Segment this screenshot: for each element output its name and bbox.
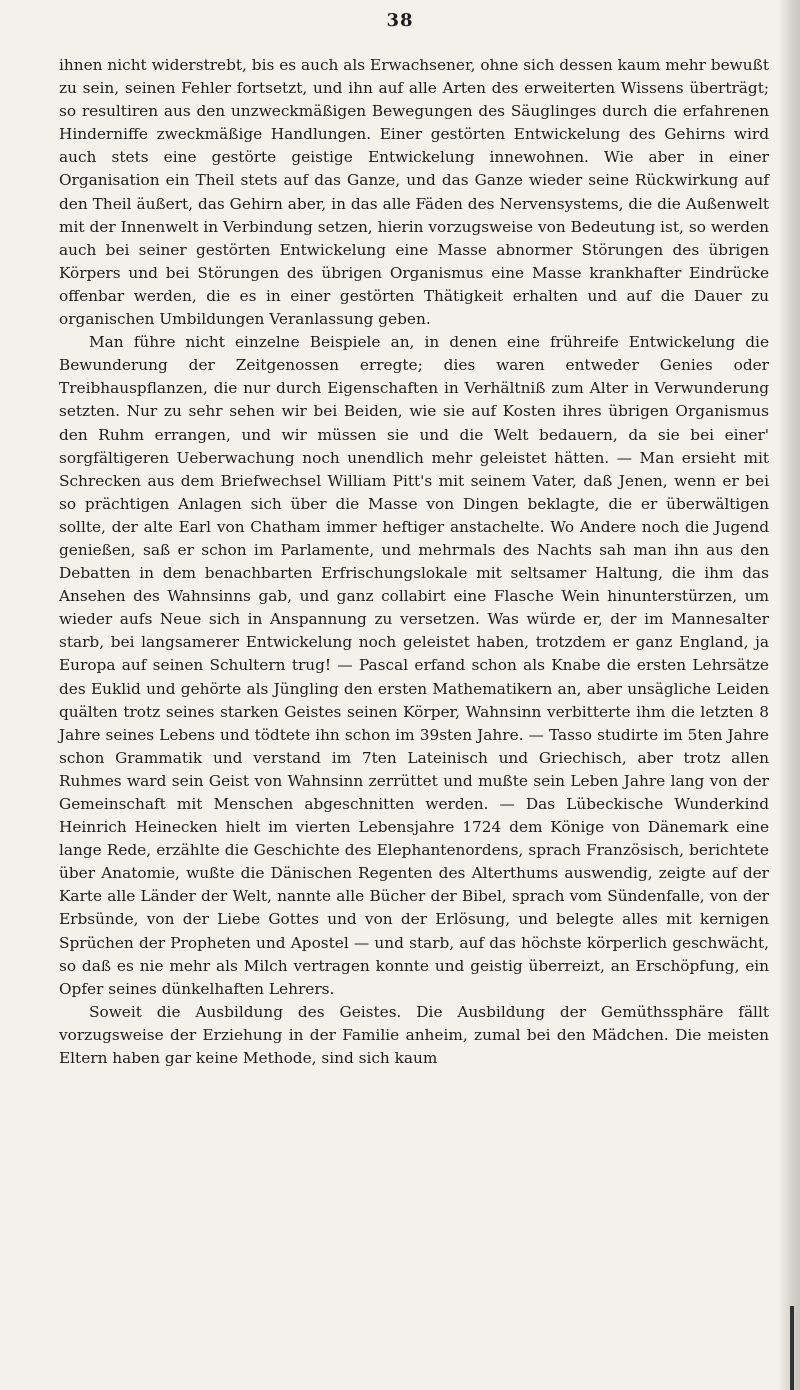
body-text — [59, 54, 769, 1070]
page-number: 38 — [386, 10, 414, 31]
page-edge-mark — [790, 1306, 794, 1390]
paragraph-1: ihnen nicht widerstrebt, bis es auch als Erwachsener, ohne sich dessen kaum mehr bewußt zu sein, seinen Fehler fortsetzt, und ihn auf alle Arten des erweiterten Wissens überträgt; so resultiren aus den unzweckmäßigen Bewegungen des Säuglinges durch die erfahrenen Hinderniffe zweckmäßige Handlungen. Einer gestörten Entwickelung des Gehirns wird auch stets eine gestörte geistige Entwickelung innewohnen. Wie aber in einer Organisation ein Theil stets auf das Ganze, und das Ganze wieder seine Rückwirkung auf den Theil äußert, das Gehirn aber, in das alle Fäden des Nervensystems, die die Außenwelt mit der Innenwelt in Verbindung setzen, hierin vorzugsweise von Bedeutung ist, so werden auch bei seiner gestörten Entwickelung eine Masse abnormer Störungen des übrigen Körpers und bei Störungen des übrigen Organismus eine Masse krankhafter Eindrücke offenbar werden, die es in einer gestörten Thätigkeit erhalten und auf die Dauer zu organischen Umbildungen Veranlassung geben. — [59, 56, 769, 329]
page-edge-shadow — [778, 0, 800, 1390]
paragraph-3: Soweit die Ausbildung des Geistes. Die Ausbildung der Gemüthssphäre fällt vorzugsweise der Erziehung in der Familie anheim, zumal bei den Mädchen. Die meisten Eltern haben gar keine Methode, sind sich kaum — [59, 1002, 769, 1068]
paragraph-2: Man führe nicht einzelne Beispiele an, in denen eine frühreife Entwickelung die Bewunderung der Zeitgenossen erregte; dies waren entweder Genies oder Treibhauspflanzen, die nur durch Eigenschaften in Verhältniß zum Alter in Verwunderung setzten. Nur zu sehr sehen wir bei Beiden, wie sie auf Kosten ihres übrigen Organismus den Ruhm errangen, und wir müssen sie und die Welt bedauern, da sie bei einer' sorgfältigeren Ueberwachung noch unendlich mehr geleistet hätten. — Man ersieht mit Schrecken aus dem Briefwechsel William Pitt's mit seinem Vater, daß Jenen, wenn er bei so prächtigen Anlagen sich über die Masse von Dingen beklagte, die er überwältigen sollte, der alte Earl von Chatham immer heftiger anstachelte. Wo Andere noch die Jugend genießen, saß er schon im Parlamente, und mehrmals des Nachts sah man ihn aus den Debatten in dem benachbarten Erfrischungslokale mit seltsamer Haltung, die ihm das Ansehen des Wahnsinns gab, und ganz collabirt eine Flasche Wein hinunterstürzen, um wieder aufs Neue sich in Anspannung zu versetzen. Was würde er, der im Mannesalter starb, bei langsamerer Entwickelung noch geleistet haben, trotzdem er ganz England, ja Europa auf seinen Schultern trug! — Pascal erfand schon als Knabe die ersten Lehrsätze des Euklid und gehörte als Jüngling den ersten Mathematikern an, aber unsägliche Leiden quälten trotz seines starken Geistes seinen Körper, Wahnsinn verbitterte ihm die letzten 8 Jahre seines Lebens und tödtete ihn schon im 39sten Jahre. — Tasso studirte im 5ten Jahre schon Grammatik und verstand im 7ten Lateinisch und Griechisch, aber trotz allen Ruhmes ward sein Geist von Wahnsinn zerrüttet und mußte sein Leben Jahre lang von der Gemeinschaft mit Menschen abgeschnitten werden. — Das Lübeckische Wunderkind Heinrich Heinecken hielt im vierten Lebensjahre 1724 dem Könige von Dänemark eine lange Rede, erzählte die Geschichte des Elephantenordens, sprach Französisch, berichtete über Anatomie, wußte die Dänischen Regenten des Alterthums auswendig, zeigte auf der Karte alle Länder der Welt, nannte alle Bücher der Bibel, sprach vom Sündenfalle, von der Erbsünde, von der Liebe Gottes und von der Erlösung, und belegte alles mit kernigen Sprüchen der Propheten und Apostel — und starb, auf das höchste körperlich geschwächt, so daß es nie mehr als Milch vertragen konnte und geistig überreizt, an Erschöpfung, ein Opfer seines dünkelhaften Lehrers. — [59, 333, 769, 998]
